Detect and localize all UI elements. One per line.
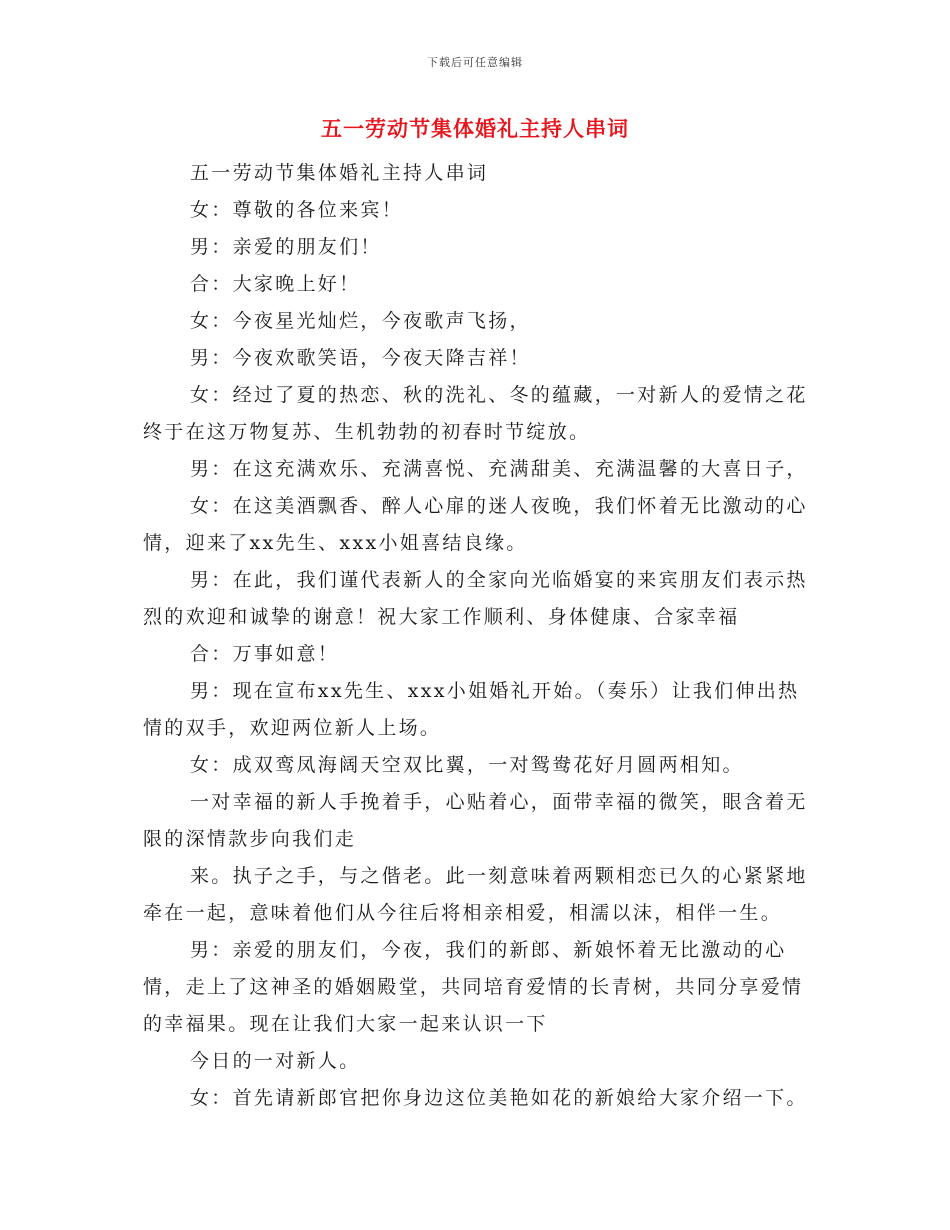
paragraph: 五一劳动节集体婚礼主持人串词 <box>190 162 489 184</box>
header-note: 下载后可任意编辑 <box>427 56 523 69</box>
paragraph: 男：亲爱的朋友们，今夜，我们的新郎、新娘怀着无比激动的心情，走上了这神圣的婚姻殿堂，共同培育爱情的长青树，共同分享爱情的幸福果。现在让我们大家一起来认识一下 <box>143 939 804 1035</box>
paragraph: 今日的一对新人。 <box>190 1050 361 1072</box>
paragraph: 来。执子之手，与之偕老。此一刻意味着两颗相恋已久的心紧紧地牵在一起，意味着他们从今往后将相亲相爱，相濡以沫，相伴一生。 <box>143 865 808 924</box>
document-body <box>143 155 815 1117</box>
paragraph: 男：在这充满欢乐、充满喜悦、充满甜美、充满温馨的大喜日子， <box>190 458 808 480</box>
paragraph: 合：万事如意！ <box>190 643 340 665</box>
paragraph: 女：成双鸾凤海阔天空双比翼，一对鸳鸯花好月圆两相知。 <box>190 754 744 776</box>
paragraph: 女：经过了夏的热恋、秋的洗礼、冬的蕴藏，一对新人的爱情之花终于在这万物复苏、生机勃勃的初春时节绽放。 <box>143 384 808 443</box>
paragraph: 男：今夜欢歌笑语，今夜天降吉祥！ <box>190 347 531 369</box>
paragraph: 合：大家晚上好！ <box>190 273 361 295</box>
paragraph: 男：亲爱的朋友们！ <box>190 236 382 258</box>
document-title: 五一劳动节集体婚礼主持人串词 <box>321 117 629 141</box>
paragraph: 女：尊敬的各位来宾！ <box>190 199 404 221</box>
paragraph: 女：今夜星光灿烂，今夜歌声飞扬， <box>190 310 531 332</box>
paragraph: 男：在此，我们谨代表新人的全家向光临婚宴的来宾朋友们表示热烈的欢迎和诚挚的谢意！祝大家工作顺利、身体健康、合家幸福 <box>143 569 808 628</box>
paragraph: 男：现在宣布xx先生、xxx小姐婚礼开始。（奏乐）让我们伸出热情的双手，欢迎两位新人上场。 <box>143 680 800 739</box>
paragraph: 一对幸福的新人手挽着手，心贴着心，面带幸福的微笑，眼含着无限的深情款步向我们走 <box>143 791 808 850</box>
paragraph: 女：在这美酒飘香、醉人心扉的迷人夜晚，我们怀着无比激动的心情，迎来了xx先生、xxx小姐喜结良缘。 <box>143 495 808 554</box>
paragraph: 女：首先请新郎官把你身边这位美艳如花的新娘给大家介绍一下。 <box>190 1087 808 1109</box>
